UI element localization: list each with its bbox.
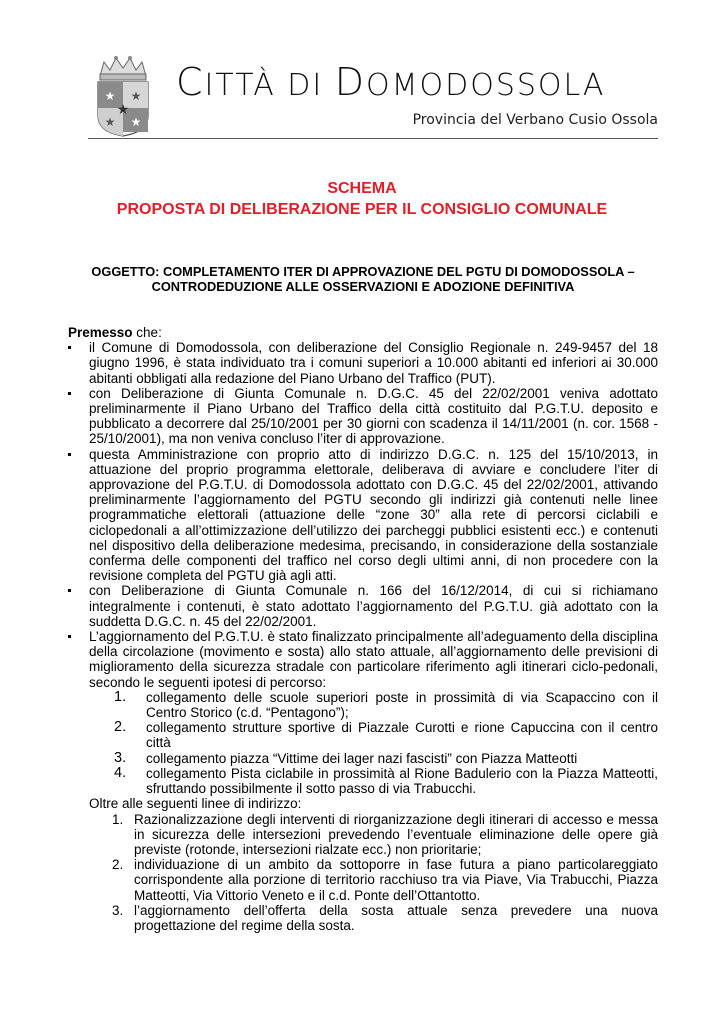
list-item: con Deliberazione di Giunta Comunale n. D.G.C. 45 del 22/02/2001 veniva adottato preliminarmente il Piano Urbano del Traffico della città costituito dal P.G.T.U. deposito e pubblicato a decorrere dal 25/10/2001 per 30 giorni con scadenza il 14/11/2001 (n. cor. 1568 - 25/10/2001), ma non veniva concluso l’iter di approvazione.	[68, 386, 658, 447]
list-item: 3. l’aggiornamento dell’offerta della sosta attuale senza prevedere una nuova progettazione del regime della sosta.	[112, 902, 658, 933]
svg-text:★: ★	[116, 102, 130, 118]
subject-line-2: CONTRODEDUZIONE ALLE OSSERVAZIONI E ADOZIONE DEFINITIVA	[151, 279, 575, 294]
document-subtitle: PROPOSTA DI DELIBERAZIONE PER IL CONSIGLIO COMUNALE	[116, 201, 608, 218]
premesso-heading: Premesso che:	[68, 325, 162, 340]
list-item: questa Amministrazione con proprio atto di indirizzo D.G.C. n. 125 del 15/10/2013, in attuazione del proprio programma elettorale, deliberava di avviare e concludere l’iter di approvazione del P.G.T.U. di Domodossola adottato con D.G.C. 45 del 22/02/2001, attivando preliminarmente l’aggiornamento del PGTU secondo gli indirizzi già contenuti nelle linee programmatiche elettorali (attuazione delle “zone 30” alla rete di percorsi ciclabili e ciclopedonali a all’ottimizzazione dell’utilizzo dei parcheggi pubblici esistenti ecc.) e contenuti nel dispositivo della deliberazione medesima, precisando, in considerazione della sostanziale conferma delle componenti del traffico nel corso degli ultimi anni, di non procedere con la revisione completa del PGTU già agli atti.	[68, 447, 658, 584]
list-item: 4. collegamento Pista ciclabile in prossimità al Rione Badulerio con la Piazza Matteotti, sfruttando possibilmente il sotto passo di via Trabucchi.	[114, 764, 658, 797]
province-name: Provincia del Verbano Cusio Ossola	[412, 112, 658, 128]
header-divider	[88, 138, 658, 139]
guidelines-intro: Oltre alle seguenti linee di indirizzo:	[89, 796, 302, 812]
guidelines-list	[68, 812, 658, 934]
list-item: 1. collegamento delle scuole superiori poste in prossimità di via Scapaccino con il Centro Storico (c.d. “Pentagono”);	[114, 688, 658, 721]
svg-text:★: ★	[104, 89, 116, 103]
list-item: il Comune di Domodossola, con deliberazione del Consiglio Regionale n. 249-9457 del 18 giugno 1996, è stata individuato tra i comuni superiori a 10.000 abitanti ed inferiori ai 30.000 abitanti obbligati alla redazione del Piano Urbano del Traffico (PUT).	[68, 340, 658, 386]
list-item: con Deliberazione di Giunta Comunale n. 166 del 16/12/2014, di cui si richiamano integralmente i contenuti, è stato adottato l’aggiornamento del P.G.T.U. già adottato con la suddetta D.G.C. n. 45 del 22/02/2001.	[68, 583, 658, 629]
letterhead	[88, 50, 658, 140]
city-name: CITTÀ DI DOMODOSSOLA	[176, 60, 606, 104]
premises-list	[68, 340, 658, 690]
document-title: SCHEMA	[327, 180, 397, 197]
document-body	[68, 325, 658, 933]
list-item: 3. collegamento piazza “Vittime dei lager nazi fascisti” con Piazza Matteotti	[114, 749, 578, 766]
list-item: 1. Razionalizzazione degli interventi di riorganizzazione degli itinerari di accesso e messa in sicurezza delle intersezioni prevedendo l’eventuale eliminazione delle opere già previste (rotonde, intersezioni rialzate ecc.) non prioritarie;	[112, 811, 658, 857]
list-item: L’aggiornamento del P.G.T.U. è stato finalizzato principalmente all’adeguamento della disciplina della circolazione (movimento e sosta) allo stato attuale, all’aggiornamento delle previsioni di miglioramento della sicurezza stradale con particolare riferimento agli itinerari ciclo-pedonali, secondo le seguenti ipotesi di percorso:	[68, 629, 658, 690]
list-item: 2. individuazione di un ambito da sottoporre in fase futura a piano particolareggiato corrispondente alla porzione di territorio racchiuso tra via Piave, Via Trabucchi, Piazza Matteotti, Via Vittorio Veneto e il c.d. Ponte dell’Ottantotto.	[112, 857, 658, 903]
city-crest-icon	[94, 54, 152, 138]
svg-text:★: ★	[104, 115, 116, 129]
routes-list	[68, 690, 658, 796]
subject-line-1: OGGETTO: COMPLETAMENTO ITER DI APPROVAZIONE DEL PGTU DI DOMODOSSOLA –	[91, 264, 635, 279]
svg-text:★: ★	[130, 89, 142, 103]
svg-text:★: ★	[130, 115, 142, 129]
list-item: 2. collegamento strutture sportive di Piazzale Curotti e rione Capuccina con il centro città	[114, 719, 658, 751]
